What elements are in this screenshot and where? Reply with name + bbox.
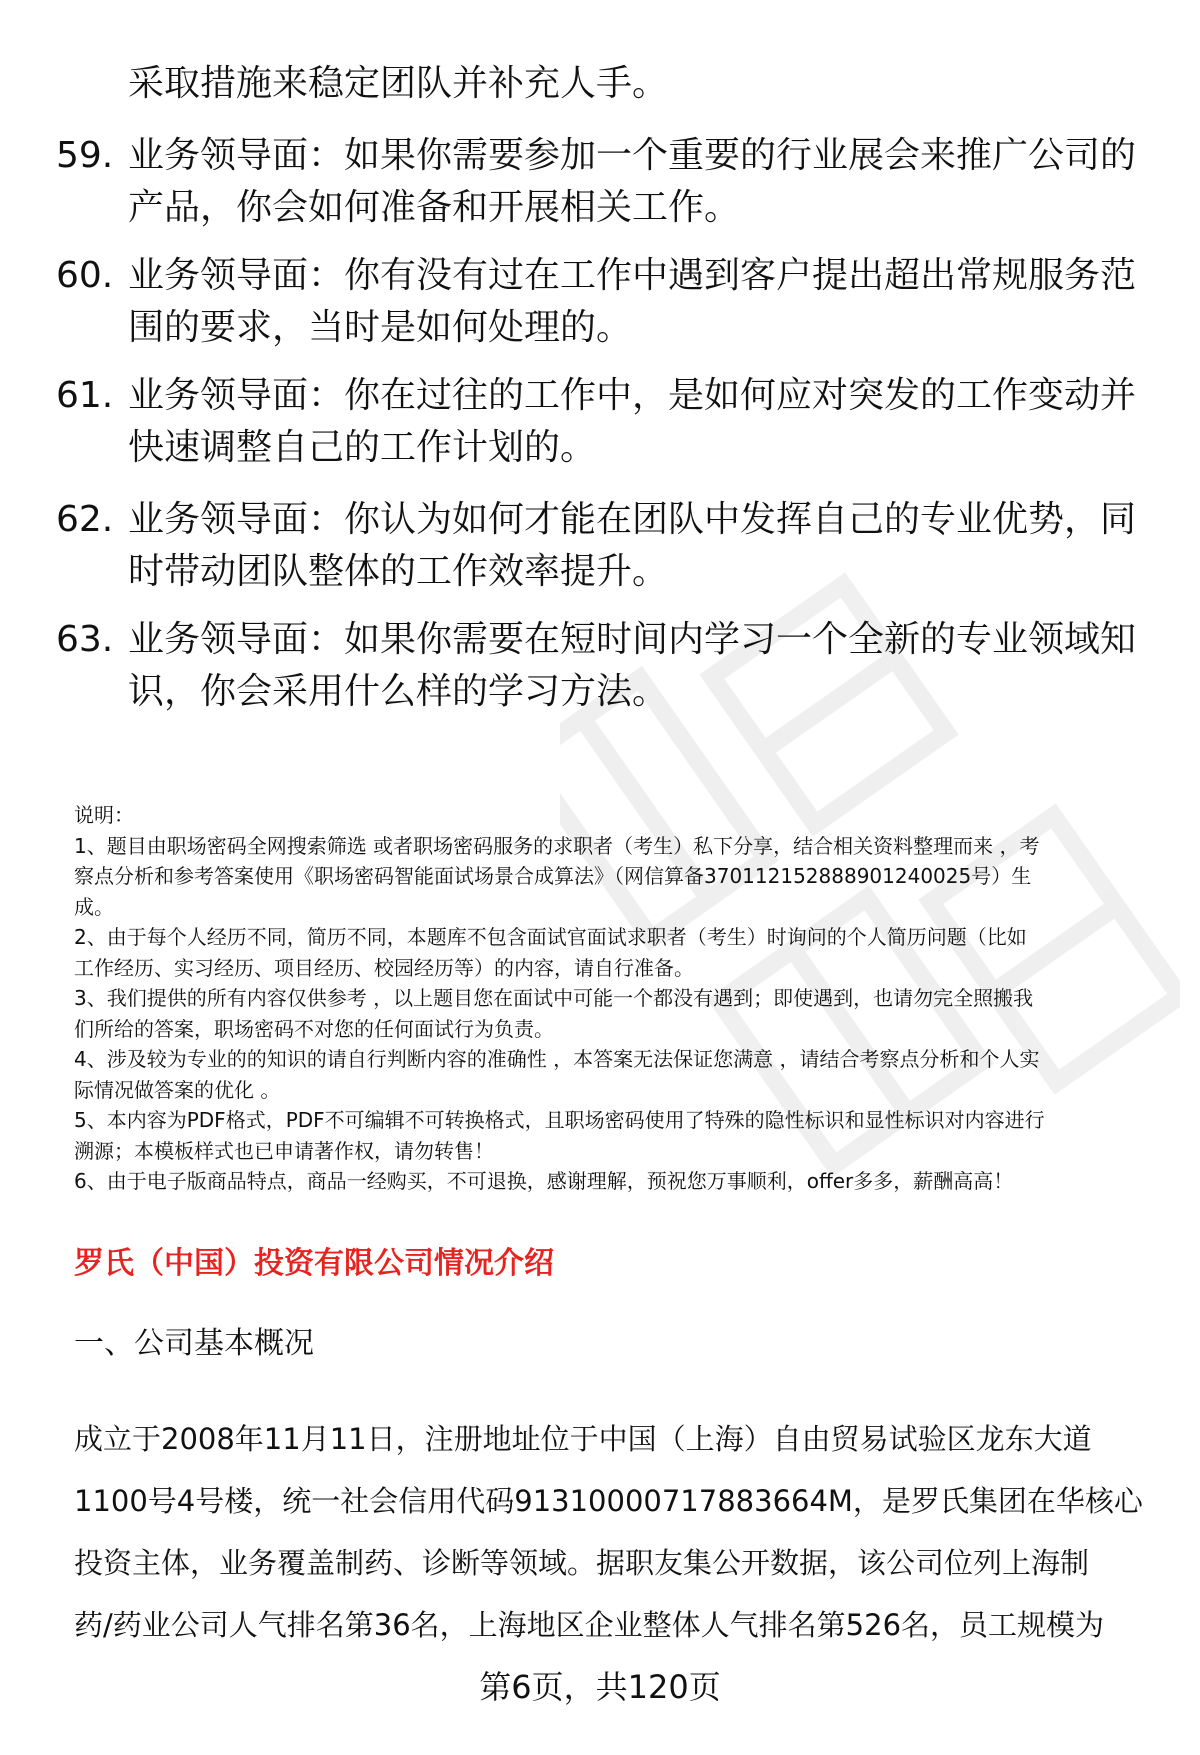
question-line: 业务领导面：你在过往的工作中，是如何应对突发的工作变动并 (128, 375, 1137, 416)
question-text (128, 130, 1146, 234)
question-line: 快速调整自己的工作计划的。 (128, 427, 597, 468)
question-number: 60. (56, 255, 114, 296)
question-number: 63. (56, 619, 114, 660)
question-line: 业务领导面：你有没有过在工作中遇到客户提出超出常规服务范 (128, 255, 1137, 296)
notes-heading: 说明： (74, 803, 134, 827)
paragraph-line: 药/药业公司人气排名第36名，上海地区企业整体人气排名第526名，员工规模为 (74, 1608, 1105, 1642)
notes-line: 察点分析和参考答案使用《职场密码智能面试场景合成算法》（网信算备370112152888901240025号）生 (74, 864, 1032, 888)
notes-line: 5、本内容为PDF格式，PDF不可编辑不可转换格式，且职场密码使用了特殊的隐性标识和显性标识对内容进行 (74, 1108, 1045, 1132)
question-item (56, 494, 1146, 598)
question-line: 业务领导面：你认为如何才能在团队中发挥自己的专业优势，同 (128, 499, 1137, 540)
question-item (56, 614, 1146, 718)
question-number: 61. (56, 375, 114, 416)
page-number-footer: 第6页，共120页 (479, 1668, 721, 1706)
paragraph-line: 投资主体，业务覆盖制药、诊断等领域。据职友集公开数据，该公司位列上海制 (74, 1546, 1090, 1580)
question-number: 62. (56, 499, 114, 540)
notes-line: 成。 (74, 894, 114, 919)
company-title: 罗氏（中国）投资有限公司情况介绍 (74, 1246, 554, 1281)
notes-line: 溯源；本模板样式也已申请著作权，请勿转售！ (74, 1138, 494, 1163)
notes-line: 际情况做答案的优化 。 (74, 1077, 281, 1102)
paragraph-line: 成立于2008年11月11日，注册地址位于中国（上海）自由贸易试验区龙东大道 (74, 1422, 1092, 1456)
paragraph-line: 1100号4号楼，统一社会信用代码91310000717883664M，是罗氏集团在华核心 (74, 1484, 1143, 1518)
notes-line: 4、涉及较为专业的的知识的请自行判断内容的准确性 ，本答案无法保证您满意 ，请结合考察点分析和个人实 (74, 1047, 1040, 1071)
question-line: 围的要求，当时是如何处理的。 (128, 307, 633, 348)
notes-line: 1、题目由职场密码全网搜索筛选 或者职场密码服务的求职者（考生）私下分享，结合相关资料整理而来 ，考 (74, 833, 1040, 858)
question-line: 时带动团队整体的工作效率提升。 (128, 551, 669, 592)
question-line: 产品，你会如何准备和开展相关工作。 (128, 187, 741, 228)
continuation-text: 采取措施来稳定团队并补充人手。 (128, 63, 669, 104)
section-heading: 一、公司基本概况 (74, 1326, 314, 1361)
company-overview-paragraph (74, 1408, 1154, 1656)
question-line: 业务领导面：如果你需要参加一个重要的行业展会来推广公司的 (128, 135, 1137, 176)
question-text (128, 250, 1146, 354)
question-line: 识，你会采用什么样的学习方法。 (128, 671, 669, 712)
question-item (56, 130, 1146, 234)
notes-line: 3、我们提供的所有内容仅供参考 ，以上题目您在面试中可能一个都没有遇到；即使遇到，也请勿完全照搬我 (74, 986, 1034, 1010)
notes-line: 们所给的答案，职场密码不对您的任何面试行为负责。 (74, 1016, 554, 1041)
question-text (128, 614, 1146, 718)
notes-section (74, 800, 1164, 1197)
notes-line: 6、由于电子版商品特点，商品一经购买，不可退换，感谢理解，预祝您万事顺利，offer多多，薪酬高高！ (74, 1169, 1014, 1193)
notes-line: 工作经历、实习经历、项目经历、校园经历等）的内容，请自行准备。 (74, 955, 694, 980)
question-item (56, 250, 1146, 354)
question-text (128, 370, 1146, 474)
question-item (56, 370, 1146, 474)
question-text (128, 494, 1146, 598)
question-line: 业务领导面：如果你需要在短时间内学习一个全新的专业领域知 (128, 619, 1137, 660)
question-number: 59. (56, 135, 114, 176)
notes-line: 2、由于每个人经历不同，简历不同，本题库不包含面试官面试求职者（考生）时询问的个人简历问题（比如 (74, 925, 1027, 949)
